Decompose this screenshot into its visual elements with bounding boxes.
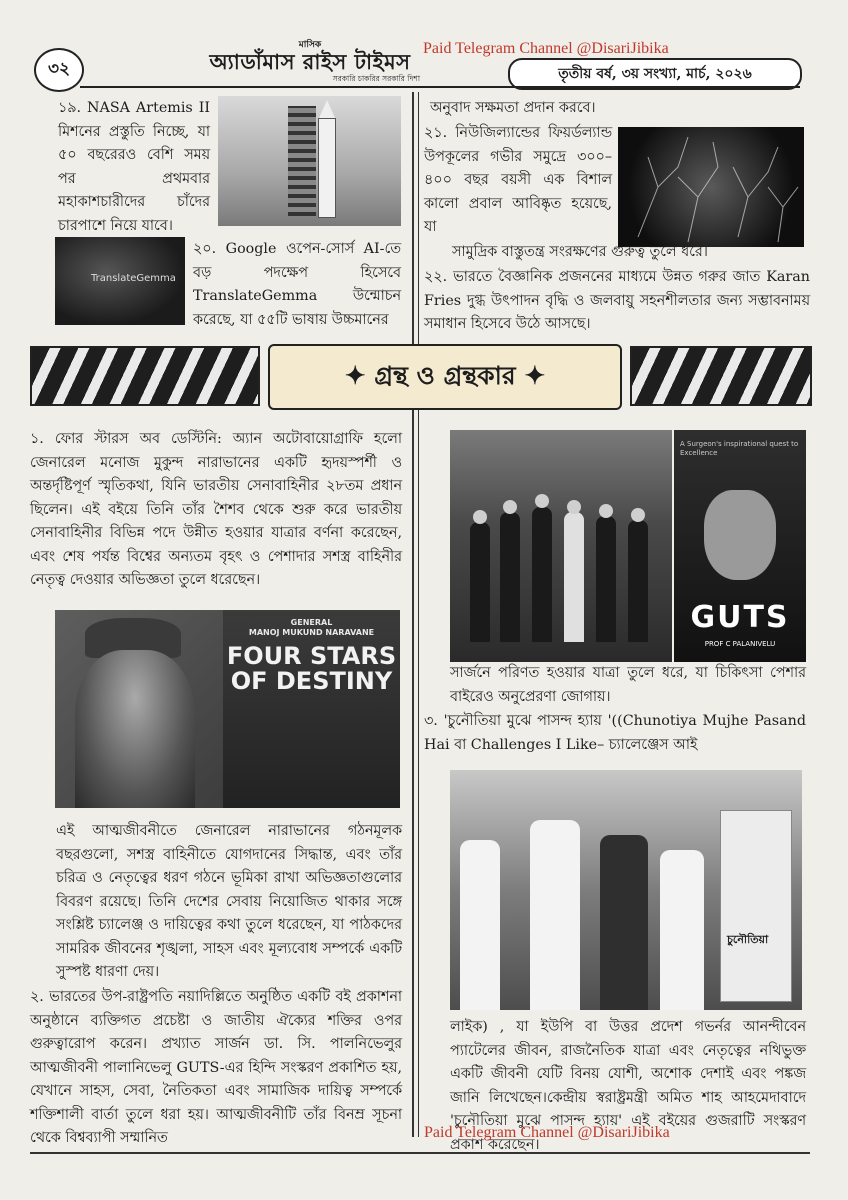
watermark-top: Paid Telegram Channel @DisariJibika bbox=[423, 40, 669, 57]
book-cover-author: MANOJ MUKUND NARAVANE bbox=[248, 628, 375, 637]
black-coral-photo bbox=[618, 127, 804, 247]
guts-quote: A Surgeon's inspirational quest to Excellence bbox=[680, 440, 799, 457]
footer-rule bbox=[30, 1152, 810, 1154]
section-title: ✦ গ্রন্থ ও গ্রন্থকার ✦ bbox=[268, 344, 622, 410]
news-item-19: ১৯. NASA Artemis II মিশনের প্রস্তুতি নিচ্ছে, যা ৫০ বছরেরও বেশি সময় পর প্রথমবার মহাকাশচারীদের চাঁদের চারপাশে নিয়ে যাবে। bbox=[58, 100, 210, 234]
column-divider-thin bbox=[418, 92, 419, 1137]
artemis-rocket-photo bbox=[218, 96, 401, 226]
guts-author: PROF C PALANIVELU bbox=[704, 640, 776, 648]
four-stars-book-cover bbox=[223, 610, 400, 808]
book-item-2: ২. ভারতের উপ-রাষ্ট্রপতি নয়াদিল্লিতে অনুষ্ঠিত একটি বই প্রকাশনা অনুষ্ঠানে ব্যক্তিগত প্রচেষ্টা ও জাতীয় ঐক্যের শক্তির ওপর গুরুত্বারোপ করেন। প্রখ্যাত সার্জন ডা. সি. পালনিভেলুর আত্মজীবনী পালানিভেলু GUTS-এর হিন্দি সংস্করণ প্রকাশিত হয়, যেখানে সাহস, সেবা, নৈতিকতা এবং সামাজিক দায়িত্ব সম্পর্কে শক্তিশালী বার্তা তুলে ধরা হয়। আত্মজীবনীটি তাঁর বিনম্র সূচনা থেকে বিশ্বব্যাপী সম্মানিত bbox=[30, 989, 402, 1146]
masthead-tagline: সরকারি চাকরির সরকারি দিশা bbox=[332, 74, 420, 83]
book-item-1-continued: এই আত্মজীবনীতে জেনারেল নারাভানের গঠনমূলক বছরগুলো, সশস্ত্র বাহিনীতে যোগদানের সিদ্ধান্ত, এবং তাঁর চরিত্র ও নেতৃত্বের ধরণ গঠনে ভূমিকা রাখা অভিজ্ঞতাগুলোর বিবরণ রয়েছে। তিনি দেশের সেবায় নিয়োজিত থাকার সঙ্গে সংশ্লিষ্ট চ্যালেঞ্জ ও দায়িত্বের কথা তুলে ধরেছেন, যা পাঠকদের সামরিক জীবনের শৃঙ্খলা, সাহস এবং মূল্যবোধ সম্পর্কে একটি সুস্পষ্ট ধারণা দেয়। bbox=[56, 823, 402, 980]
section-banner bbox=[30, 340, 812, 416]
four-stars-of-destiny-photo bbox=[55, 610, 400, 808]
guts-title: GUTS bbox=[690, 600, 790, 635]
column-divider bbox=[412, 92, 414, 1137]
guts-book-cover bbox=[674, 430, 806, 662]
book-item-2-continued: সার্জনে পরিণত হওয়ার যাত্রা তুলে ধরে, যা চিকিৎসা পেশার বাইরেও অনুপ্রেরণা জোগায়। bbox=[450, 665, 806, 705]
chunotiya-launch-photo bbox=[450, 770, 802, 1010]
translategemma-label: TranslateGemma bbox=[91, 273, 176, 284]
book-item-3: ৩. 'চুনৌতিয়া মুঝে পাসন্দ হ্যায় '((Chunotiya Mujhe Pasand Hai বা Challenges I Like– চ্যালেঞ্জেস আই bbox=[424, 713, 806, 753]
banner-stripes-left bbox=[30, 346, 260, 406]
translategemma-photo bbox=[55, 237, 185, 325]
chunotiya-card-title: চুনৌতিয়া bbox=[727, 933, 769, 946]
masthead bbox=[200, 40, 420, 83]
chunotiya-book-card bbox=[720, 810, 792, 1002]
issue-info: তৃতীয় বর্ষ, ৩য় সংখ্যা, মার্চ, ২০২৬ bbox=[508, 58, 802, 90]
page-number: ৩২ bbox=[34, 48, 84, 92]
book-item-3-continued: লাইক) , যা ইউপি বা উত্তর প্রদেশ গভর্নর আনন্দীবেন প্যাটেলের জীবন, রাজনৈতিক যাত্রা এবং নেতৃত্বের নথিভুক্ত একটি জীবনী যেটি বিনয় যোশী, অশোক দেশাই এবং পঙ্কজ জানি লিখেছেন।কেন্দ্রীয় স্বরাষ্ট্রমন্ত্রী অমিত শাহ আহমেদাবাদে 'চুনৌতিয়া মুঝে পাসন্দ হ্যায়' এই বইয়ের গুজরাটি সংস্করণ প্রকাশ করেছেন। bbox=[450, 1019, 806, 1153]
book-cover-title: FOUR STARS OF DESTINY bbox=[226, 642, 397, 695]
guts-launch-event-photo bbox=[450, 430, 672, 662]
news-item-20-continued: অনুবাদ সক্ষমতা প্রদান করবে। bbox=[430, 100, 596, 116]
masthead-small: মাসিক bbox=[298, 40, 322, 50]
book-item-1: ১. ফোর স্টারস অব ডেস্টিনি: অ্যান অটোবায়োগ্রাফি হলো জেনারেল মনোজ মুকুন্দ নারাভানের একটি হৃদয়স্পর্শী ও অন্তর্দৃষ্টিপূর্ণ স্মৃতিকথা, যিনি ভারতীয় সেনাবাহিনীর ২৮তম প্রধান ছিলেন। এই বইয়ে তিনি তাঁর শৈশব থেকে শুরু করে ভারতীয় সেনাবাহিনীর বিভিন্ন পদে উন্নীত হওয়ার যাত্রার বর্ণনা করেছেন, এবং শেষ পর্যন্ত বিশ্বের অন্যতম বৃহৎ ও পেশাদার সশস্ত্র বাহিনীর নেতৃত্ব দেওয়ার অভিজ্ঞতা তুলে ধরেছেন। bbox=[30, 431, 402, 588]
masthead-title: অ্যাডাঁমাস রাইস টাইমস bbox=[209, 50, 411, 74]
book-cover-general: GENERAL bbox=[290, 618, 333, 627]
news-item-20: ২০. Google ওপেন-সোর্স AI-তে বড় পদক্ষেপ হিসেবে TranslateGemma উন্মোচন করেছে, যা ৫৫টি ভাষায় উচ্চমানের bbox=[193, 241, 401, 328]
header-rule bbox=[80, 86, 800, 88]
banner-stripes-right bbox=[630, 346, 812, 406]
news-item-21: ২১. নিউজিল্যান্ডের ফিয়র্ডল্যান্ড উপকূলের গভীর সমুদ্রে ৩০০–৪০০ বছর বয়সী এক বিশাল কালো প্রবাল আবিষ্কৃত হয়েছে, যা bbox=[424, 125, 612, 235]
news-item-21-continued: সামুদ্রিক বাস্তুতন্ত্র সংরক্ষণের গুরুত্ব তুলে ধরে। bbox=[452, 244, 708, 260]
news-item-22: ২২. ভারতে বৈজ্ঞানিক প্রজননের মাধ্যমে উন্নত গরুর জাত Karan Fries দুগ্ধ উৎপাদন বৃদ্ধি ও জলবায়ু সহনশীলতার জন্য সম্ভাবনাময় সমাধান হিসেবে উঠে আসছে। bbox=[424, 269, 810, 332]
watermark-bottom: Paid Telegram Channel @DisariJibika bbox=[424, 1124, 670, 1141]
